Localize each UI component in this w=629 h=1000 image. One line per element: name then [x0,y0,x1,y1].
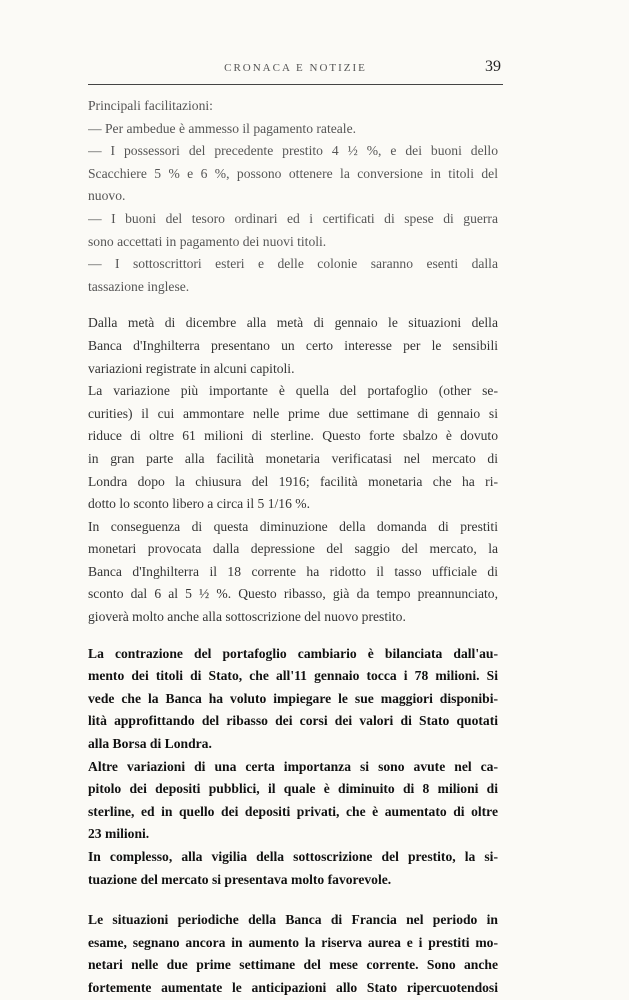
page-number: 39 [485,58,501,75]
text-line: Londra dopo la chiusura del 1916; facilità monetaria che ha ri- [88,473,498,489]
text-line: In conseguenza di questa diminuzione della domanda di prestiti [88,518,498,534]
text-line: Banca d'Inghilterra presentano un certo interesse per le sensibili [88,337,498,353]
text-line: fortemente aumentate le anticipazioni allo Stato ripercuotendosi [88,979,498,995]
text-line: tassazione inglese. [88,278,190,294]
text-line: variazioni registrate in alcuni capitoli. [88,360,295,376]
text-line: sconto dal 6 al 5 ½ %. Questo ribasso, già da tempo preannunciato, [88,586,498,602]
text-line: riduce di oltre 61 milioni di sterline. Questo forte sbalzo è dovuto [88,428,498,444]
text-line: netari nelle due prime settimane del mese corrente. Sono anche [88,957,498,973]
text-line: esame, segnano ancora in aumento la riserva aurea e i prestiti mo- [88,934,498,950]
text-line: in gran parte alla facilità monetaria verificatasi nel mercato di [88,450,498,466]
text-line: In complesso, alla vigilia della sottoscrizione del prestito, la si- [88,849,498,864]
text-line: La variazione più importante è quella del portafoglio (other se- [88,383,498,399]
text-line: monetari provocata dalla depressione del saggio del mercato, la [88,541,498,557]
text-line: sterline, ed in quello dei depositi privati, che è aumentato di oltre [88,803,498,819]
paragraph-gap [88,298,498,312]
text-line: dotto lo sconto libero a circa il 5 1/16 %. [88,496,310,512]
text-line: — I buoni del tesoro ordinari ed i certificati di spese di guerra [88,210,498,226]
text-line: tuazione del mercato si presentava molto favorevole. [88,871,392,887]
paragraph-gap [88,629,498,643]
text-line: sono accettati in pagamento dei nuovi titoli. [88,233,327,249]
text-line: alla Borsa di Londra. [88,736,212,752]
text-line: Dalla metà di dicembre alla metà di gennaio le situazioni della [88,315,498,331]
text-block [88,312,498,628]
paragraph-gap [88,891,498,909]
text-line: — I sottoscrittori esteri e delle colonie saranno esenti dalla [88,256,498,272]
text-line: gioverà molto anche alla sottoscrizione del nuovo prestito. [88,609,406,625]
body-text [88,95,498,1000]
text-line: 23 milioni. [88,826,150,842]
text-line: La contrazione del portafoglio cambiario è bilanciata dall'au- [88,645,498,661]
text-line: mento dei titoli di Stato, che all'11 gennaio tocca i 78 milioni. Si [88,668,498,684]
page-header [88,58,503,85]
text-line: nuovo. [88,188,126,204]
text-line: — I possessori del precedente prestito 4 ½ %, e dei buoni dello [88,143,498,159]
text-line: Le situazioni periodiche della Banca di Francia nel periodo in [88,912,498,928]
running-title: CRONACA E NOTIZIE [224,62,367,74]
text-line: Altre variazioni di una certa importanza si sono avute nel ca- [88,758,498,774]
text-block [88,643,498,892]
text-line: Banca d'Inghilterra il 18 corrente ha ridotto il tasso ufficiale di [88,563,498,579]
text-line: — Per ambedue è ammesso il pagamento rateale. [88,120,356,136]
text-line: Scacchiere 5 % e 6 %, possono ottenere la conversione in titoli del [88,165,498,181]
text-line: curities) il cui ammontare nelle prime due settimane di gennaio si [88,405,498,421]
text-block [88,909,498,999]
text-block [88,95,498,298]
text-line: vede che la Banca ha voluto impiegare le sue maggiori disponibi- [88,690,498,706]
text-line: Principali facilitazioni: [88,98,213,113]
text-line: pitolo dei depositi pubblici, il quale è diminuito di 8 milioni di [88,781,498,797]
text-line: lità approfittando del ribasso dei corsi dei valori di Stato quotati [88,713,498,729]
